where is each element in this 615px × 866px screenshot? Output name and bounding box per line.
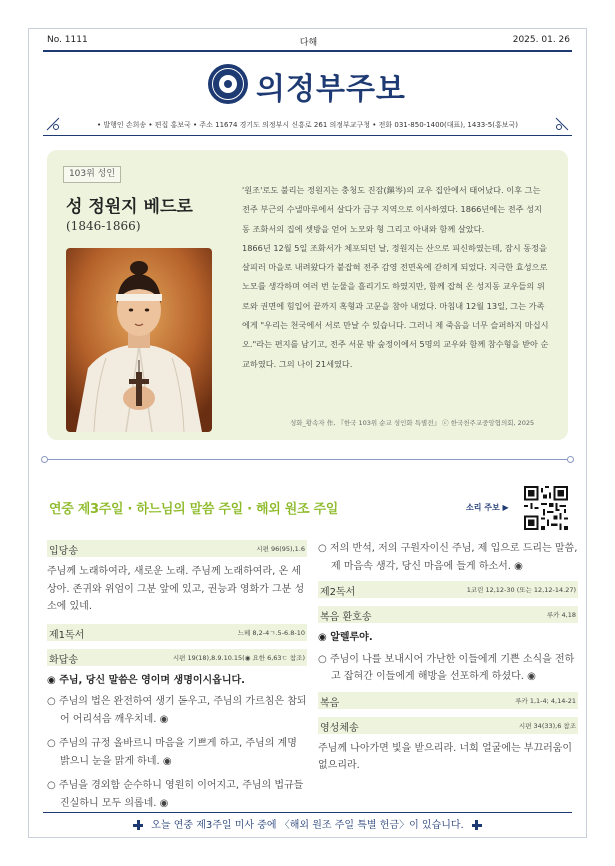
publisher-rule [43,135,572,136]
masthead [0,60,615,110]
section-header-communion [318,717,578,734]
saint-biography [242,181,549,374]
alleluia-verse: ○ 주님이 나를 보내시어 가난한 이들에게 기쁜 소식을 전하고 잡혀간 이들에게 해방을 선포하게 하셨다. ◉ [318,653,575,682]
psalm-verse: ○ 저의 반석, 저의 구원자이신 주님, 제 입으로 드리는 말씀, 제 마음속 생각, 당신 마음에 들게 하소서. ◉ [318,543,578,572]
section-reference: 시편 34(33),6 참조 [518,721,576,730]
liturgy-left-column [47,540,307,819]
issue-number: No. 1111 [47,35,88,45]
section-title: 영성체송 [320,722,359,734]
divider-dot [567,456,574,463]
saint-tag: 103위 성인 [63,166,121,183]
top-rule [43,50,572,52]
sunday-title: 연중 제3주일 · 하느님의 말씀 주일 · 해외 원조 주일 [49,502,338,517]
liturgy-right-column [318,540,578,775]
footer-notice [43,813,572,838]
audio-bulletin-link[interactable]: 소리 주보 ▶ [466,503,509,512]
section-header-psalm [47,649,307,666]
section-header-gospel [318,692,578,709]
section-divider [44,459,570,460]
divider-dot [41,456,48,463]
saint-portrait-image [66,248,212,432]
diocese-seal-icon [208,64,248,104]
section-header-second-reading [318,581,578,598]
section-title: 제1독서 [49,629,85,641]
section-header-entrance [47,540,307,557]
saint-name: 성 정원지 베드로 [66,197,193,217]
section-reference: 루카 1,1-4; 4,14-21 [515,696,576,705]
top-meta-line [47,35,570,49]
liturgical-year: 다해 [299,38,318,48]
psalm-response: ◉ 주님, 당신 말씀은 영이며 생명이시옵니다. [47,674,245,686]
communion-antiphon: 주님께 나아가면 빛을 받으리라. 너희 얼굴에는 부끄러움이 없으리라. [318,742,573,771]
section-title: 입당송 [49,546,78,557]
newsletter-title: 의정부주보 [256,72,406,107]
section-title: 화답송 [49,654,78,666]
section-title: 복음 환호송 [320,612,372,623]
issue-date: 2025. 01. 26 [512,35,570,45]
section-header-first-reading [47,624,307,641]
cross-icon [133,820,143,830]
bio-paragraph: 1866년 12월 5일 조화서가 체포되던 날, 정원지는 산으로 피신하였는데, 잠시 동정을 살피러 마을로 내려왔다가 붙잡혀 전주 감영 전면옥에 갇히게 되었다. 지극한 효성으로 노모를 생각하며 여러 번 눈물을 흘리기도 하였지만, 함께 잡혀 온 성지동 교우들의 위로와 권면에 힘입어 끝까지 혹형과 고문을 참아 내었다. 마침내 12월 13일, 그는 가족에게 "우리는 천국에서 서로 만날 수 있습니다. 그러니 제 죽음을 너무 슬퍼하지 마십시오."라는 편지를 남기고, 전주 서문 밖 숲정이에서 5명의 교우와 함께 참수형을 받아 순교하였다. 그의 나이 21세였다. [242,242,549,369]
psalm-verse: ○ 주님의 규정 올바르니 마음을 기쁘게 하고, 주님의 계명 밝으니 눈을 맑게 하네. ◉ [47,738,297,767]
psalm-verse: ○ 주님을 경외함 순수하니 영원히 이어지고, 주님의 법규들 진실하니 모두 의롭네. ◉ [47,780,304,809]
section-reference: 루카 4,18 [546,611,576,619]
saint-years: (1846-1866) [66,219,141,233]
section-reference: 1코린 12,12-30 (또는 12,12-14.27) [466,586,576,594]
alleluia-response: ◉ 알렐루야. [318,632,373,643]
section-title: 복음 [320,697,340,709]
section-title: 제2독서 [320,587,356,598]
publisher-info: • 발행인 손희송 • 편집 홍보국 • 주소 11674 경기도 의정부시 신흥로 261 의정부교구청 • 전화 031-850-1400(대표), 1433-5(홍보국) [97,121,518,129]
cross-icon [472,820,482,830]
section-reference: 느헤 8,2-4ㄱ.5-6.8-10 [237,628,305,637]
image-credit: 성화_황속자 作, 『한국 103위 순교 성인화 특별전』 ⓒ 한국천주교중앙협의회, 2025 [290,419,535,427]
psalm-verse: ○ 주님의 법은 완전하여 생기 돋우고, 주님의 가르침은 참되어 어리석음 깨우치네. ◉ [47,696,307,725]
entrance-antiphon: 주님께 노래하여라, 새로운 노래. 주님께 노래하여라, 온 세상아. 존귀와 위엄이 그분 앞에 있고, 권능과 영화가 그분 성소에 있네. [47,566,305,612]
section-reference: 시편 19(18),8.9.10.15(◉ 요한 6,63ㄷ 참조) [172,653,305,662]
section-header-alleluia [318,606,578,623]
bio-paragraph: '원조'로도 불리는 정원지는 충청도 진잠(鎭岑)의 교우 집안에서 태어났다. 이후 그는 전주 부근의 수낼마루에서 살다가 금구 지역으로 이사하였다. 1866년에는 전주 성지동 조화서의 집에 셋방을 얻어 노모와 형 그리고 아내와 함께 살았다. [242,185,542,234]
qr-code-icon[interactable] [524,486,568,530]
footer-text: 오늘 연중 제3주일 미사 중에 〈해외 원조 주일 특별 헌금〉이 있습니다. [151,820,464,831]
section-reference: 시편 96(95),1.6 [256,545,305,553]
